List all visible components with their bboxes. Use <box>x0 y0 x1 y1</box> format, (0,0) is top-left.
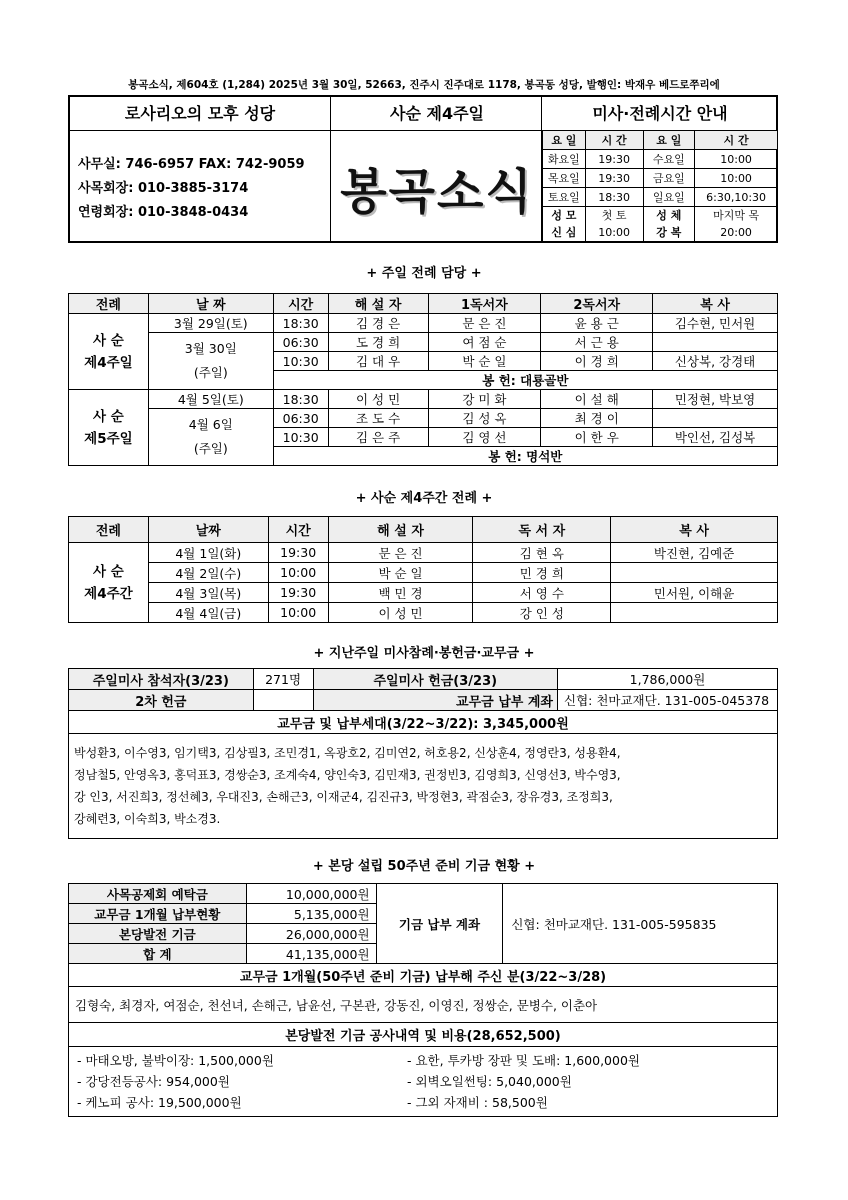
date-cell: 4월 1일(화) <box>148 543 268 563</box>
reader2-cell: 최 경 이 <box>541 409 653 428</box>
mass-day: 화요일 <box>543 150 586 169</box>
date-cell: 4월 5일(토) <box>148 390 273 409</box>
commentator-cell: 조 도 수 <box>328 409 428 428</box>
works-item: - 강당전등공사: 954,000원 <box>77 1074 230 1089</box>
works-item: - 마태오방, 불박이장: 1,500,000원 <box>77 1053 274 1068</box>
liturgy-name-line: 사 순 <box>93 332 124 349</box>
mass-time-header: 요 일 <box>643 131 695 150</box>
reader-cell: 김 현 옥 <box>473 543 611 563</box>
date-line: (주일) <box>193 441 228 456</box>
second-collection-value <box>253 690 313 711</box>
works-row <box>77 1071 769 1092</box>
offering-value: 1,786,000원 <box>558 669 778 690</box>
server-cell: 신상복, 강경태 <box>653 352 778 371</box>
special-label-line: 성 체 <box>656 209 682 222</box>
households-list <box>68 733 778 839</box>
reader2-cell: 이 설 해 <box>541 390 653 409</box>
mass-time: 6:30,10:30 <box>695 188 778 207</box>
reader2-cell: 이 경 희 <box>541 352 653 371</box>
contact-info <box>78 153 305 225</box>
liturgy-name <box>69 390 149 466</box>
fund-amount: 10,000,000원 <box>246 884 376 904</box>
special-value-line: 마지막 목 <box>713 209 760 222</box>
time-cell: 18:30 <box>273 390 328 409</box>
households-title: 교무금 및 납부세대(3/22~3/22): 3,345,000원 <box>69 711 778 734</box>
works-item: - 그외 자재비 : 58,500원 <box>407 1095 548 1110</box>
server-cell: 민서원, 이해윤 <box>611 583 778 603</box>
works-item: - 외벽오일썬팅: 5,040,000원 <box>407 1074 572 1089</box>
reader-cell: 강 인 성 <box>473 603 611 623</box>
section-title-sunday-liturgy: + 주일 전례 담당 + <box>366 266 482 281</box>
mass-day: 목요일 <box>543 169 586 188</box>
server-cell: 박진현, 김예준 <box>611 543 778 563</box>
date-line: (주일) <box>193 365 228 380</box>
reader1-cell: 강 미 화 <box>428 390 541 409</box>
col-header: 전례 <box>69 517 149 543</box>
mass-day: 토요일 <box>543 188 586 207</box>
mass-day: 일요일 <box>643 188 695 207</box>
reader-cell: 민 경 희 <box>473 563 611 583</box>
date-cell <box>148 409 273 466</box>
fund-account-label: 기금 납부 계좌 <box>376 884 503 964</box>
date-cell <box>148 333 273 390</box>
works-list <box>69 1047 778 1117</box>
week-title: 사순 제4주일 <box>390 104 484 123</box>
date-line: 4월 6일 <box>188 417 233 432</box>
reader1-cell: 박 순 일 <box>428 352 541 371</box>
commentator-cell: 박 순 일 <box>328 563 473 583</box>
server-cell: 김수현, 민서원 <box>653 314 778 333</box>
special-label-line: 신 심 <box>551 226 577 239</box>
last-week-table <box>68 668 778 734</box>
special-label-line: 성 모 <box>551 209 577 222</box>
works-item: - 케노피 공사: 19,500,000원 <box>77 1095 242 1110</box>
server-cell <box>611 603 778 623</box>
time-cell: 10:00 <box>268 603 328 623</box>
special-label-line: 강 복 <box>656 226 682 239</box>
col-header: 해 설 자 <box>328 517 473 543</box>
col-header: 날 짜 <box>148 294 273 314</box>
reader1-cell: 김 영 선 <box>428 428 541 447</box>
col-header: 시간 <box>273 294 328 314</box>
col-header: 독 서 자 <box>473 517 611 543</box>
time-cell: 19:30 <box>268 583 328 603</box>
reader-cell: 서 영 수 <box>473 583 611 603</box>
mass-time-title: 미사·전례시간 안내 <box>592 104 728 123</box>
account-value: 신협: 천마교재단. 131-005-045378 <box>558 690 778 711</box>
col-header: 복 사 <box>653 294 778 314</box>
attendance-label: 주일미사 참석자(3/23) <box>69 669 254 690</box>
offering-label: 주일미사 헌금(3/23) <box>313 669 557 690</box>
special-value-line: 첫 토 <box>601 209 627 222</box>
reader2-cell: 이 한 우 <box>541 428 653 447</box>
mass-time: 10:00 <box>695 150 778 169</box>
header-divider <box>330 97 331 241</box>
date-line: 3월 30일 <box>184 341 237 356</box>
mass-time: 19:30 <box>585 150 643 169</box>
households-line: 강 인3, 서진희3, 정선혜3, 우대진3, 손해근3, 이재군4, 김진규3, 박정현3, 곽점순3, 장유경3, 조정희3, <box>74 790 613 804</box>
special-value <box>585 207 643 242</box>
week-liturgy-table <box>68 516 778 623</box>
col-header: 해 설 자 <box>328 294 428 314</box>
mass-day: 금요일 <box>643 169 695 188</box>
mass-time-table <box>542 130 778 242</box>
section-title-fund: + 본당 설립 50주년 준비 기금 현황 + <box>312 859 536 874</box>
liturgy-name-line: 제5주일 <box>84 430 133 447</box>
households-line: 정남철5, 안영옥3, 홍덕표3, 경쌍순3, 조계숙4, 양인숙3, 김민재3, 권정빈3, 김영희3, 신영선3, 박수영3, <box>74 768 621 782</box>
mass-time: 10:00 <box>695 169 778 188</box>
offering-group: 봉 헌: 명석반 <box>273 447 777 466</box>
donors-title: 교무금 1개월(50주년 준비 기금) 납부해 주신 분(3/22~3/28) <box>69 964 778 987</box>
special-value-line: 10:00 <box>598 226 630 239</box>
fund-amount: 26,000,000원 <box>246 924 376 944</box>
server-cell <box>611 563 778 583</box>
attendance-value: 271명 <box>253 669 313 690</box>
publication-info: 봉곡소식, 제604호 (1,284) 2025년 3월 30일, 52663, 진주시 진주대로 1178, 봉곡동 성당, 발행인: 박재우 베드로쭈리에 <box>128 79 720 91</box>
fund-total-label: 합 계 <box>69 944 247 964</box>
time-cell: 18:30 <box>273 314 328 333</box>
server-cell <box>653 333 778 352</box>
commentator-cell: 이 성 민 <box>328 390 428 409</box>
works-title: 본당발전 기금 공사내역 및 비용(28,652,500) <box>69 1023 778 1047</box>
liturgy-name <box>69 543 149 623</box>
works-row <box>77 1092 769 1113</box>
liturgy-name <box>69 314 149 390</box>
mass-time: 18:30 <box>585 188 643 207</box>
parish-name: 로사리오의 모후 성당 <box>124 104 276 123</box>
fund-label: 사목공제회 예탁금 <box>69 884 247 904</box>
date-cell: 4월 3일(목) <box>148 583 268 603</box>
time-cell: 19:30 <box>268 543 328 563</box>
special-value <box>695 207 778 242</box>
header-box <box>68 95 778 243</box>
fund-amount: 5,135,000원 <box>246 904 376 924</box>
commentator-cell: 이 성 민 <box>328 603 473 623</box>
date-cell: 4월 2일(수) <box>148 563 268 583</box>
commentator-cell: 김 경 은 <box>328 314 428 333</box>
fund-total-amount: 41,135,000원 <box>246 944 376 964</box>
account-label: 교무금 납부 계좌 <box>313 690 557 711</box>
liturgy-name-line: 사 순 <box>93 408 124 425</box>
mass-time-header: 시 간 <box>585 131 643 150</box>
commentator-cell: 도 경 희 <box>328 333 428 352</box>
liturgy-name-line: 제4주일 <box>84 354 133 371</box>
fund-label: 본당발전 기금 <box>69 924 247 944</box>
mass-time-header: 요 일 <box>543 131 586 150</box>
fund-account-value: 신협: 천마교재단. 131-005-595835 <box>503 884 778 964</box>
reader1-cell: 여 점 순 <box>428 333 541 352</box>
time-cell: 10:00 <box>268 563 328 583</box>
date-cell: 3월 29일(토) <box>148 314 273 333</box>
mass-time-header: 시 간 <box>695 131 778 150</box>
commentator-cell: 백 민 경 <box>328 583 473 603</box>
server-cell <box>653 409 778 428</box>
time-cell: 06:30 <box>273 409 328 428</box>
donors-list: 김형숙, 최경자, 여점순, 천선녀, 손해근, 남윤선, 구본관, 강동진, 이영진, 정쌍순, 문병수, 이춘아 <box>69 987 778 1023</box>
time-cell: 10:30 <box>273 352 328 371</box>
col-header: 1독서자 <box>428 294 541 314</box>
masthead-logo: 봉곡소식 <box>340 163 534 220</box>
reader1-cell: 김 성 옥 <box>428 409 541 428</box>
liturgy-name-line: 사 순 <box>93 563 124 580</box>
works-item: - 요한, 투카방 장판 및 도배: 1,600,000원 <box>407 1053 640 1068</box>
reader2-cell: 서 근 용 <box>541 333 653 352</box>
households-line: 박성환3, 이수영3, 임기택3, 김상필3, 조민경1, 옥광호2, 김미연2, 허호용2, 신상훈4, 정영란3, 성용환4, <box>74 746 621 760</box>
council-phone: 사목회장: 010-3885-3174 <box>78 181 249 196</box>
col-header: 전례 <box>69 294 149 314</box>
date-cell: 4월 4일(금) <box>148 603 268 623</box>
server-cell: 민정현, 박보영 <box>653 390 778 409</box>
time-cell: 10:30 <box>273 428 328 447</box>
col-header: 날짜 <box>148 517 268 543</box>
commentator-cell: 문 은 진 <box>328 543 473 563</box>
fund-label: 교무금 1개월 납부현황 <box>69 904 247 924</box>
mass-time: 19:30 <box>585 169 643 188</box>
works-row <box>77 1050 769 1071</box>
special-label <box>543 207 586 242</box>
office-phone: 사무실: 746-6957 FAX: 742-9059 <box>78 157 305 172</box>
col-header: 2독서자 <box>541 294 653 314</box>
reader2-cell: 윤 용 근 <box>541 314 653 333</box>
offering-group: 봉 헌: 대룡골반 <box>273 371 777 390</box>
fund-table <box>68 883 778 1117</box>
col-header: 복 사 <box>611 517 778 543</box>
liturgy-name-line: 제4주간 <box>84 585 133 602</box>
time-cell: 06:30 <box>273 333 328 352</box>
mass-day: 수요일 <box>643 150 695 169</box>
reader1-cell: 문 은 진 <box>428 314 541 333</box>
commentator-cell: 김 은 주 <box>328 428 428 447</box>
section-title-week-liturgy: + 사순 제4주간 전례 + <box>355 491 493 506</box>
special-label <box>643 207 695 242</box>
section-title-last-week: + 지난주일 미사참례·봉헌금·교무금 + <box>313 646 535 661</box>
second-collection-label: 2차 헌금 <box>69 690 254 711</box>
commentator-cell: 김 대 우 <box>328 352 428 371</box>
households-line: 강혜련3, 이숙희3, 박소경3. <box>74 812 221 826</box>
special-value-line: 20:00 <box>720 226 752 239</box>
col-header: 시간 <box>268 517 328 543</box>
server-cell: 박인선, 김성복 <box>653 428 778 447</box>
sunday-liturgy-table <box>68 293 778 466</box>
funeral-phone: 연령회장: 010-3848-0434 <box>78 205 249 220</box>
